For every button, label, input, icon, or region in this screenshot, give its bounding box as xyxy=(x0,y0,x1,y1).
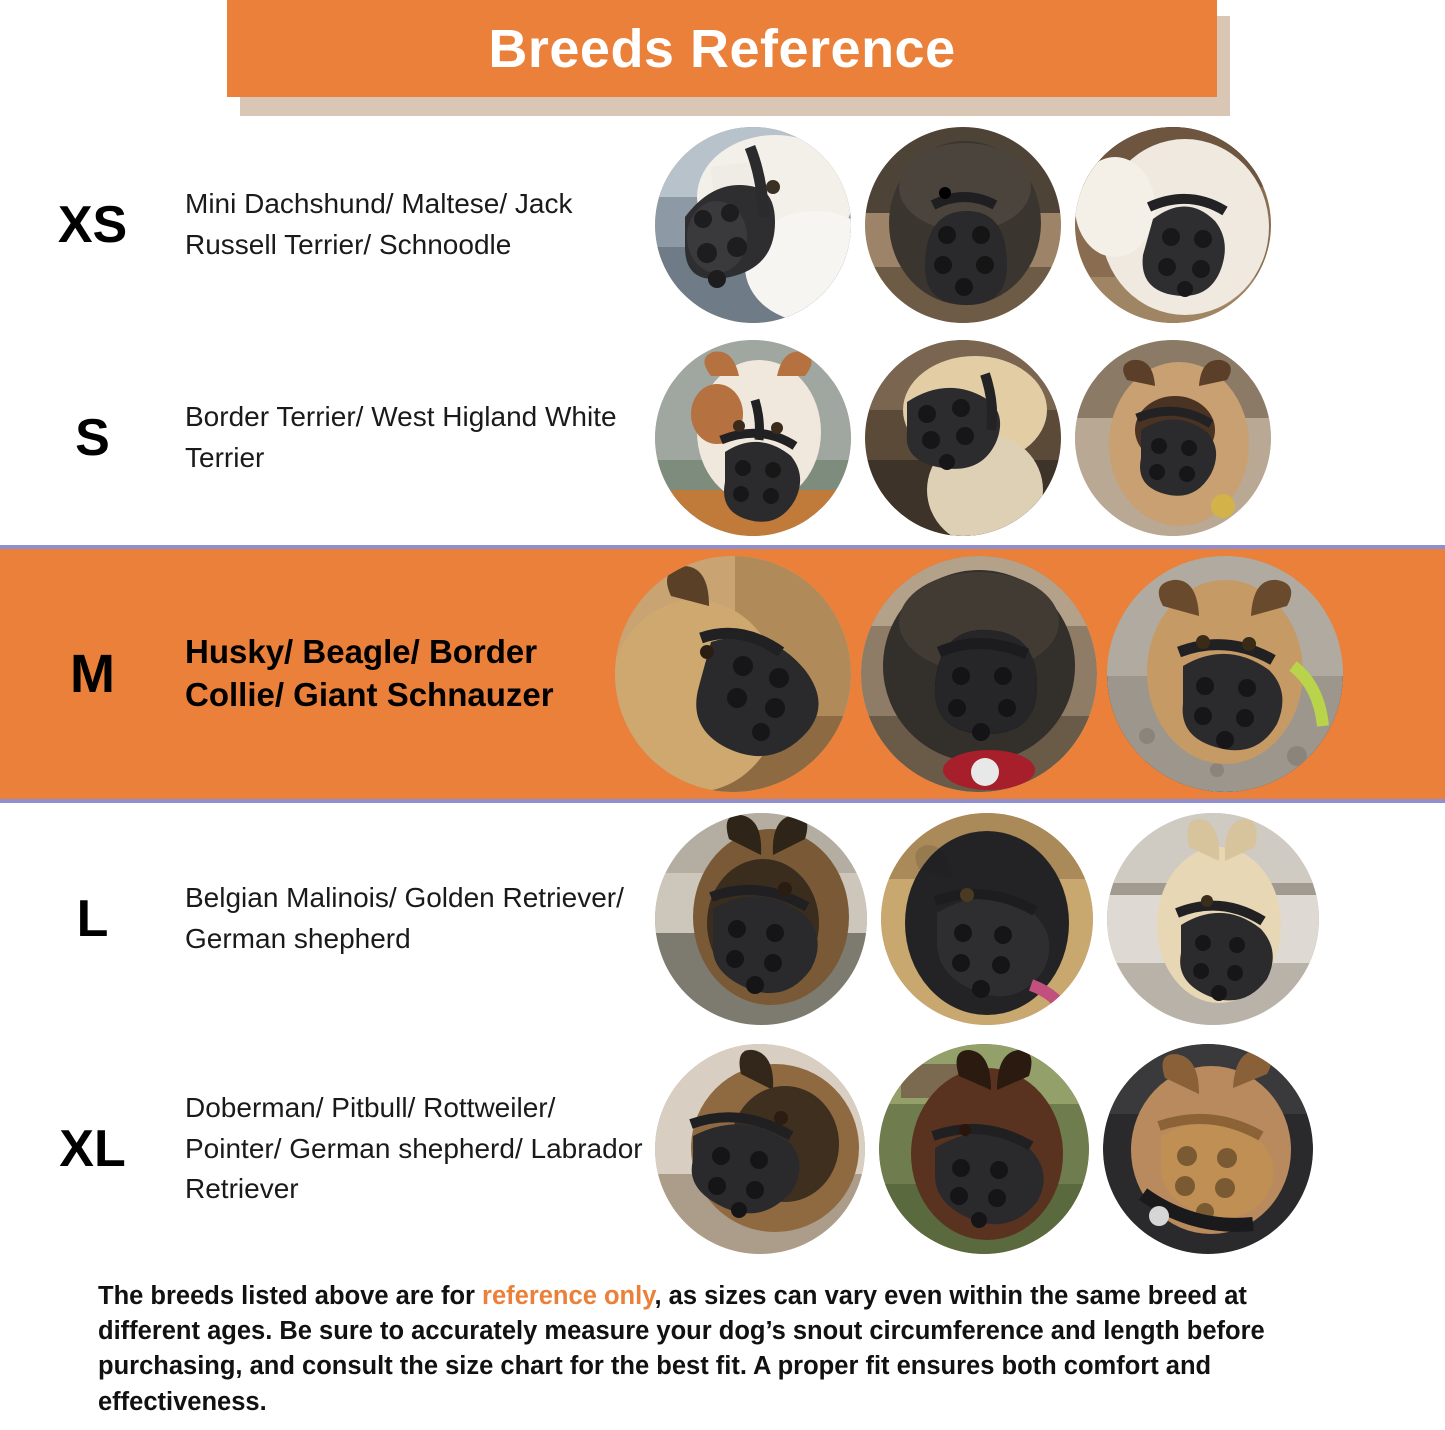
photo-group xyxy=(655,1044,1445,1254)
table-row-highlighted xyxy=(0,545,1445,803)
photo-group xyxy=(655,127,1445,323)
photo-group xyxy=(655,340,1445,536)
breed-rows xyxy=(0,120,1445,1263)
footer-text-part2: , as sizes can vary even within the same breed at different ages. Be sure to accurately measure your dog’s snout circumference and length before purchasing, and consult the size chart for the best fit. A proper fit ensures both comfort and effectiveness. xyxy=(98,1282,1265,1416)
size-label: L xyxy=(76,890,109,948)
size-label: M xyxy=(70,644,115,704)
dog-photo-pitbull-tan xyxy=(1103,1044,1313,1254)
dog-photo-black-lab xyxy=(881,813,1093,1025)
page-title: Breeds Reference xyxy=(488,18,956,79)
dog-photo-shepherd-mix xyxy=(655,1044,865,1254)
dog-photo-white-muzzle xyxy=(655,127,851,323)
dog-photo-doberman xyxy=(879,1044,1089,1254)
photo-group xyxy=(655,813,1445,1025)
footer-disclaimer xyxy=(0,1263,1445,1430)
size-label: XL xyxy=(59,1120,126,1178)
size-label: XS xyxy=(57,196,128,254)
breed-list: Doberman/ Pitbull/ Rottweiler/ Pointer/ German shepherd/ Labrador Retriever xyxy=(185,1092,643,1205)
dog-photo-scruffy-gray xyxy=(865,127,1061,323)
size-label: S xyxy=(75,408,110,467)
dog-photo-yellow-lab xyxy=(865,340,1061,536)
dog-photo-jack-russell xyxy=(655,340,851,536)
table-row xyxy=(0,120,1445,330)
breed-list: Border Terrier/ West Higland White Terrier xyxy=(185,400,617,473)
breed-list: Mini Dachshund/ Maltese/ Jack Russell Terrier/ Schnoodle xyxy=(185,188,573,260)
dog-photo-cream-shepherd xyxy=(1107,813,1319,1025)
dog-photo-german-shepherd xyxy=(655,813,867,1025)
photo-group xyxy=(615,556,1445,792)
breed-list: Belgian Malinois/ Golden Retriever/ German shepherd xyxy=(185,882,624,954)
dog-photo-tan-boxer xyxy=(1075,340,1271,536)
dog-photo-tan-shepherd-profile xyxy=(615,556,851,792)
footer-accent-text: reference only xyxy=(482,1282,655,1310)
footer-text-part1: The breeds listed above are for xyxy=(98,1282,483,1310)
table-row xyxy=(0,803,1445,1035)
breed-list: Husky/ Beagle/ Border Collie/ Giant Schnauzer xyxy=(185,633,554,713)
header xyxy=(0,0,1445,120)
dog-photo-white-fluffy xyxy=(1075,127,1271,323)
header-bar xyxy=(227,0,1217,97)
table-row xyxy=(0,1035,1445,1263)
dog-photo-black-curly xyxy=(861,556,1097,792)
table-row xyxy=(0,330,1445,545)
dog-photo-tan-retriever-gravel xyxy=(1107,556,1343,792)
